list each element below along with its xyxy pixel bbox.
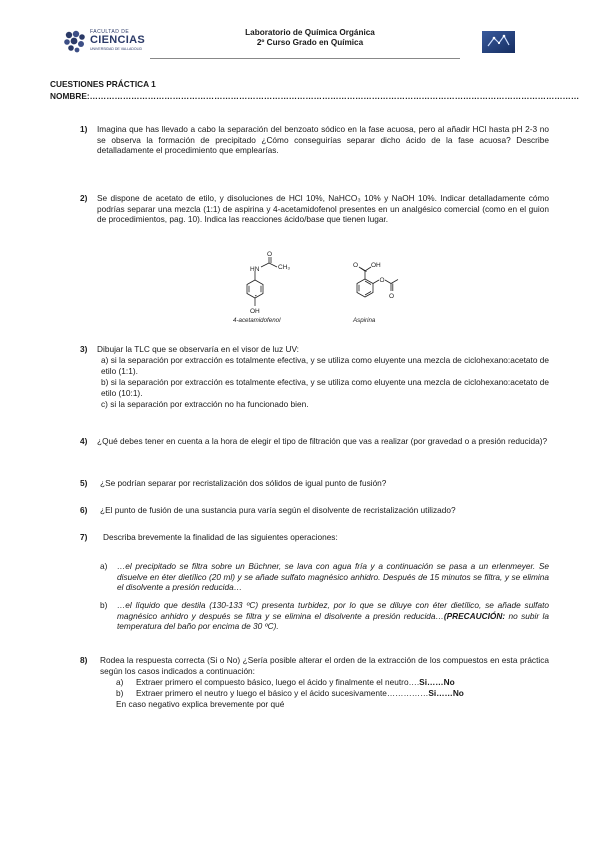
question-4-text: ¿Qué debes tener en cuenta a la hora de elegir el tipo de filtración que vas a realizar (por gravedad o a presión reducida)? xyxy=(97,436,548,446)
question-5-number: 5) xyxy=(80,478,88,488)
aspirina-caption: Aspirina xyxy=(353,317,376,324)
acetamidofenol-oh-label: OH xyxy=(250,308,260,315)
aspirina-o-acid-label: O xyxy=(353,262,359,269)
question-5-text: ¿Se podrían separar por recristalización dos sólidos de igual punto de fusión? xyxy=(100,478,387,488)
question-8-option-b-text: Extraer primero el neutro y luego el básico y el ácido sucesivamente…………… xyxy=(136,688,429,698)
question-2-number: 2) xyxy=(80,193,88,203)
faculty-logo xyxy=(62,28,158,54)
question-7-intro: Describa brevemente la finalidad de las siguientes operaciones: xyxy=(103,532,338,542)
header-title xyxy=(160,28,460,48)
question-7-caution-text: no subir la temperatura del baño por encima de 30 ºC). xyxy=(117,610,549,632)
question-8-option-a-text: Extraer primero el compuesto básico, luego el ácido y finalmente el neutro…. xyxy=(136,677,420,687)
question-8-option-b xyxy=(136,688,464,699)
logo-text-ciencias: CIENCIAS xyxy=(90,34,145,46)
header-title-line2: 2º Curso Grado en Química xyxy=(256,38,364,47)
question-1-number: 1) xyxy=(80,124,88,134)
question-8-option-b-no[interactable]: No xyxy=(452,688,464,698)
aspirina-o-carbonyl-label: O xyxy=(389,293,395,300)
question-6-number: 6) xyxy=(80,505,88,515)
question-7-option-b xyxy=(117,600,549,632)
aspirina-oh-label: OH xyxy=(371,262,381,269)
acetamidofenol-structure xyxy=(247,257,277,306)
question-8-option-a-si[interactable]: Si…… xyxy=(419,677,444,687)
acetamidofenol-nh-label: HN xyxy=(250,266,260,273)
question-2-text: Se dispone de acetato de etilo, y disoluciones de HCl 10%, NaHCO₃ 10% y NaOH 10%. Indicar detalladamente cómo podrías separar una mezcla (1:1) de aspirina y 4-acetamidofenol presentes en un analgésico comercial (como en el guion de procedimientos, pag. 10). Indica las reacciones ácido/base que tienen lugar. xyxy=(97,193,549,225)
question-3-option-a: a) si la separación por extracción es totalmente efectiva, y se utiliza como eluyente una mezcla de ciclohexano:acetato de etilo (1:1). xyxy=(101,355,549,376)
question-7-number: 7) xyxy=(80,532,88,542)
question-7-a-label: a) xyxy=(100,561,108,571)
department-logo xyxy=(482,31,515,53)
acetamidofenol-caption: 4-acetamidofenol xyxy=(233,317,281,324)
header-divider xyxy=(150,58,460,59)
question-3-option-c: c) si la separación por extracción no ha funcionado bien. xyxy=(101,399,309,409)
aspirina-o-ester-label: O xyxy=(379,277,385,284)
question-8-b-label: b) xyxy=(116,688,124,698)
question-8-option-a-no[interactable]: No xyxy=(443,677,455,687)
acetamidofenol-o-label: O xyxy=(267,251,273,258)
header-title-line1: Laboratorio de Química Orgánica xyxy=(245,28,375,37)
logo-text-university: UNIVERSIDAD DE VALLADOLID xyxy=(90,47,143,51)
chemical-structures xyxy=(225,251,440,325)
faculty-logo-emblem-icon xyxy=(62,28,88,54)
question-3-option-b: b) si la separación por extracción es totalmente efectiva, y se utiliza como eluyente una mezcla de ciclohexano:acetato de etilo (10:1). xyxy=(101,377,549,398)
question-7-caution-label: (PRECAUCIÓN: xyxy=(443,610,506,621)
question-4-number: 4) xyxy=(80,436,88,446)
question-1-text: Imagina que has llevado a cabo la separación del benzoato sódico en la fase acuosa, pero al añadir HCl hasta pH 2-3 no se observa la formación de precipitado ¿Cómo conseguirías separar dicho ácido de la fase acuosa? Describe detalladamente el procedimiento que emplearías. xyxy=(97,124,549,156)
question-8-number: 8) xyxy=(80,655,88,665)
question-8-option-a xyxy=(136,677,455,688)
question-6-text: ¿El punto de fusión de una sustancia pura varía según el disolvente de recristalización utilizado? xyxy=(100,505,456,515)
question-8-option-b-si[interactable]: Si…… xyxy=(428,688,453,698)
department-logo-icon xyxy=(482,31,515,53)
question-3-number: 3) xyxy=(80,344,88,354)
question-3-intro: Dibujar la TLC que se observaría en el visor de luz UV: xyxy=(97,344,299,354)
logo-text-facultad: FACULTAD DE xyxy=(90,29,130,35)
question-8-footer: En caso negativo explica brevemente por qué xyxy=(116,699,285,709)
name-field-line: NOMBRE:…………………………………………………………………………………………………………………………………………………………… xyxy=(50,91,580,101)
question-7-option-a: …el precipitado se filtra sobre un Büchner, se lava con agua fría y a continuación se pasa a un erlenmeyer. Se disuelve en éter dietílico (20 ml) y se añade sulfato magnésico anhidro. Después de 15 minutos se filtra, y se elimina el disolvente a presión reducida… xyxy=(117,561,549,593)
question-8-text: Rodea la respuesta correcta (Si o No) ¿Sería posible alterar el orden de la extracción de los compuestos en esta práctica según los casos indicados a continuación: xyxy=(100,655,549,676)
question-8-a-label: a) xyxy=(116,677,124,687)
page-title: CUESTIONES PRÁCTICA 1 xyxy=(50,79,156,89)
question-7-b-label: b) xyxy=(100,600,108,610)
question-7-option-b-text: …el líquido que destila (130-133 ºC) presenta turbidez, por lo que se diluye con éter dietílico, se añade sulfato magnésico anhidro y después se filtra y se elimina el disolvente a presión reducida… xyxy=(117,600,549,621)
acetamidofenol-ch3-label: CH₃ xyxy=(278,264,291,271)
